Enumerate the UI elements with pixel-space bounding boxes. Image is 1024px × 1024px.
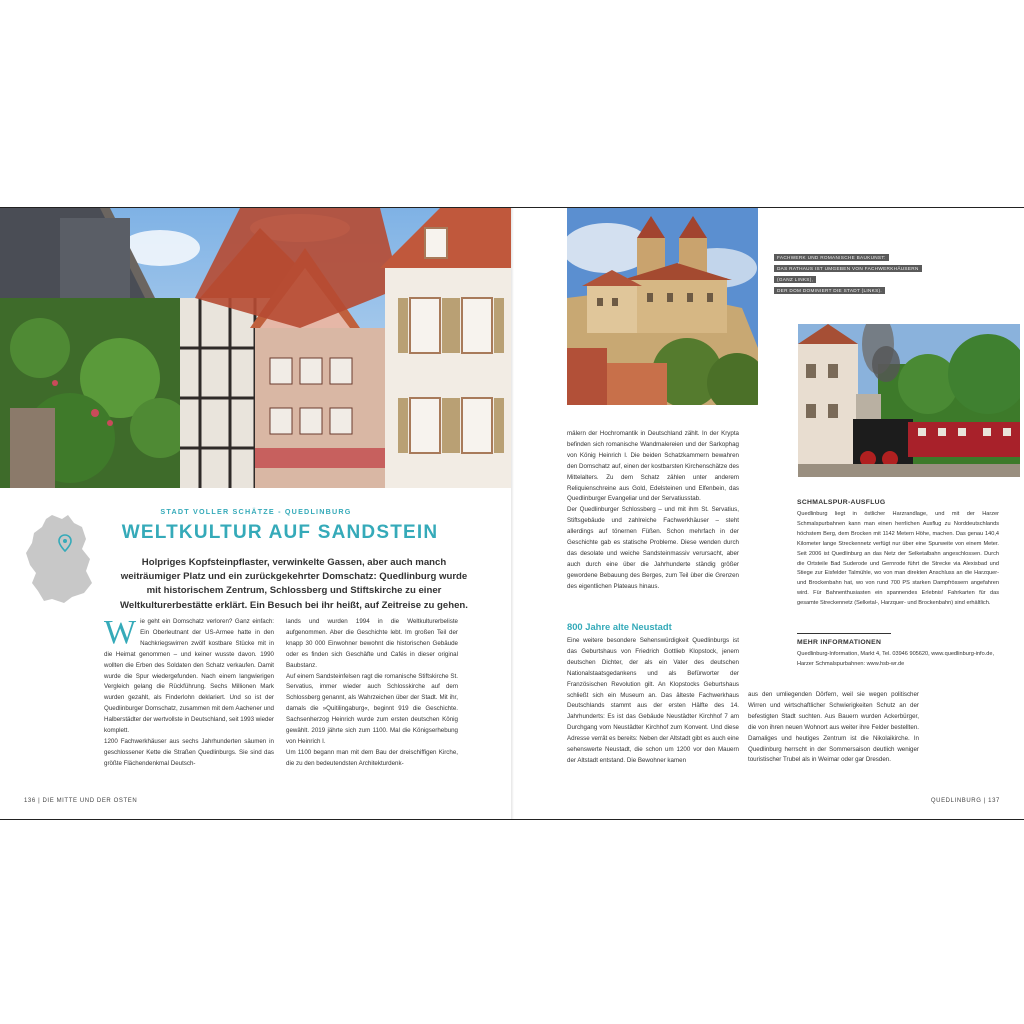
body-column-3-continued [567,636,739,767]
infobox-text-info [797,650,999,670]
body-text-3b: Der Quedlinburger Schlossberg – und mit ihm St. Servatius, Stiftsgebäude und zahlreiche Fachwerkhäuser – steht allerdings auf tönernen Füßen. Schon mehrfach in der Geschichte gab es statische Probleme. Diese wenden durch das desolate und weiche Sandsteinmassiv verursacht, aber auch durch eine über die Jahrhunderte ständig größer gewordene Bebauung des Berges, zum Teil über die Grenzen des eigentlichen Plateaus hinaus. [567,506,739,590]
body-column-1 [104,614,274,770]
infobox-divider [797,633,891,634]
article-title: WELTKULTUR AUF SANDSTEIN [121,522,439,543]
book-spread [0,207,1024,820]
body-column-4 [748,690,919,766]
caption-line-1: FACHWERK UND ROMANISCHE BAUKUNST: [774,254,889,261]
infobox-train-paragraph: Quedlinburg liegt in östlicher Harzrandlage, und mit der Harzer Schmalspurbahnen kann man einen herrlichen Ausflug zu Norddeutschlands höchstem Berg, dem Brocken mit 1142 Metern Höhe, machen. Das genau 140,4 Kilometer lange Streckennetz verfügt nur über eine Spurweite von einem Meter. Seit 2006 ist Quedlinburg an das Netz der Selketalbahn angeschlossen. Durch die Ortsteile Bad Suderode und Gernrode führt die Strecke via Alexisbad und Stiege zur Eisfelder Talmühle, wo von man direkten Anschluss an die Harzquer- und Brockenbahn hat, wo von rund 700 PS starken Dampfrössern angefahren wird. Für Bahnenthusiasten ein spannendes Erlebnis! Fahrkarten für das gesamte Streckennetz (Selketal-, Harzquer- und Brockenbahn) sind erhältlich. [797,511,999,607]
infobox-info-paragraph: Quedlinburg-Information, Markt 4, Tel. 03946 905620, www.quedlinburg-info.de, Harzer Schmalspurbahnen: www.hsb-wr.de [797,651,995,667]
article-lead: Holpriges Kopfsteinpflaster, verwinkelte Gassen, aber auch manch weiträumiger Platz und ein zurückgekehrter Domschatz: Quedlinburg wurde mit historischem Zentrum, Schlossberg und Stiftskirche zu einer Weltkulturerbestätte erklärt. Ein Besuch bei ihr heißt, auf Zeitreise zu gehen. [120,557,468,611]
caption-line-2: DAS RATHAUS IST UMGEBEN VON FACHWERKHÄUSERN [774,265,922,272]
infobox-heading-info: MEHR INFORMATIONEN [797,639,882,646]
infobox-heading-train: SCHMALSPUR-AUSFLUG [797,499,886,506]
body-text-4: aus den umliegenden Dörfern, weil sie wegen politischer Wirren und wirtschaftlicher Schwierigkeiten Schutz an der befestigten Stadt suchten. Aus Bauern wurden Ackerbürger, die von ihren neuen Wohnort aus weiter ihre Felder bestellten. Damaliges und heutiges Zentrum ist die Nikolaikirche. In Quedlinburg herrscht in der Sommersaison deutlich weniger touristischer Trubel als in Weimar oder gar Dresden. [748,691,919,764]
train-photo [798,324,1020,477]
drop-cap: W [104,614,137,651]
folio-right: QUEDLINBURG | 137 [930,798,1000,804]
body-text-2b: Auf einem Sandsteinfelsen ragt die romanische Stiftskirche St. Servatius, immer wieder auch Schlosskirche auf dem Schlossberg genannt, als Wahrzeichen über der Stadt. Mit ihr, damals die »Quitilingaburg«, beginnt 919 die Geschichte. Sachsenherzog Heinrich wurde zum ersten deutschen König gewählt. 2019 jährte sich zum 1100. Mal die Königserhebung von Heinrich I. [286,672,458,745]
body-text-1a: ie geht ein Domschatz verloren? Ganz einfach: Ein Oberleutnant der US-Armee hatte in den Nachkriegswirren zwölf kostbare Stücke mit in die Heimat genommen – und keiner wusste davon. 1990 wollten die Erben des Soldaten den Schatz verkaufen. Damit wurde die Spur wiedergefunden. Nach einem langwierigen Vergleich gelang die Rückführung. Sechs Millionen Mark wurden gezahlt, als Finderlohn deklariert. Und so ist der Quedlinburger Domschatz, zusammen mit dem Aachener und Halberstädter der wertvollste in Deutschland, seit 1993 wieder komplett. [104,618,274,735]
body-text-1b: 1200 Fachwerkhäuser aus sechs Jahrhunderten säumen in geschlossener Kette die Straßen Quedlinburgs. Sie sind das größte Flächendenkmal Deutsch- [104,737,274,767]
body-text-2a: lands und wurden 1994 in die Weltkulturerbeliste aufgenommen. Aber die Geschichte lebt. Im großen Teil der knapp 30 000 Einwohner bewohnt die historischen Gebäude oder es finden sich Geschäfte und Cafés in dieser original Baubstanz. [286,618,458,669]
castle-photo [567,208,758,405]
subheading-neustadt: 800 Jahre alte Neustadt [567,621,672,632]
body-column-2 [286,617,458,770]
hero-photo-houses [0,208,512,488]
body-text-3c: Eine weitere besondere Sehenswürdigkeit Quedlinburgs ist das Geburtshaus von Friedrich Gottlieb Klopstock, jenem deutschen Dichter, der als ein Vater des deutschen Nationalstaatsgedankens und als Befürworter der Französischen Revolution gilt. An Klopstocks Geburtshaus schließt sich ein Museum an. Das älteste Fachwerkhaus Deutschlands stammt aus der ersten Hälfte des 14. Jahrhunderts: Es ist das Gebäude Neustädter Kirchhof 7 am Durchgang vom Neustädter Kirchhof zum Konvent. Und diese Adresse verrät es bereits: Neben der Altstadt gibt es auch eine sehenswerte Neustadt, die schon um 1200 vor den Mauern der Altstadt entstand. Die Bewohner kamen [567,637,739,764]
caption-line-3: (GANZ LINKS), [774,276,816,283]
body-column-3 [567,429,739,593]
body-text-3a: mälern der Hochromantik in Deutschland zählt. In der Krypta befinden sich romanische Wandmalereien und der Sarkophag von König Heinrich I. Die beiden Schatzkammern bewahren den Domschatz auf, einen der kostbarsten Kirchenschätze des Mittelalters. Zu dem Schatz zählen unter anderem Reliquienschreine aus Gold, Edelsteinen und Elfenbein, das Quedlinburger Evangeliar und der Servatiusstab. [567,430,739,503]
folio-left: 136 | DIE MITTE UND DER OSTEN [24,798,138,804]
body-text-2c: Um 1100 begann man mit dem Bau der dreischiffigen Kirche, die zu den bedeutendsten Architekturdenk- [286,748,458,767]
caption-line-4: DER DOM DOMINIERT DIE STADT (LINKS). [774,287,885,294]
article-kicker: STADT VOLLER SCHÄTZE - QUEDLINBURG [160,507,352,516]
infobox-text-train [797,510,999,609]
